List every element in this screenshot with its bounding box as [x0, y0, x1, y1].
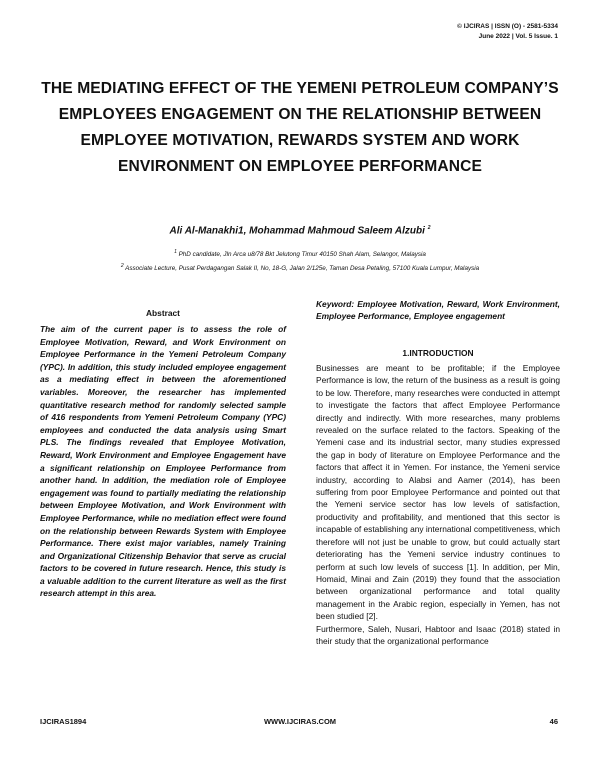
authors [40, 225, 560, 236]
affiliation-1-text: PhD candidate, Jln Arca u8/78 Bkt Jelutong Timur 40150 Shah Alam, Selangor, Malaysia [178, 251, 426, 259]
affiliation-1 [40, 249, 560, 258]
page-number: 46 [549, 717, 558, 726]
affiliation-2-mark: 2 [120, 263, 124, 269]
introduction-paragraph-2: Furthermore, Saleh, Nusari, Habtoor and Isaac (2018) stated in their study that the organizational performance [316, 623, 560, 646]
introduction-body [316, 362, 560, 647]
author-names: Ali Al-Manakhi1, Mohammad Mahmoud Saleem Alzubi [169, 225, 425, 237]
affiliation-2 [40, 263, 560, 272]
footer-paper-id: IJCIRAS1894 [40, 717, 87, 726]
introduction-paragraph-1: Businesses are meant to be profitable; if the Employee Performance is low, the return of the business as a result is going to be low. Therefore, many researches were conducted in attempt to investigate the factors that affect Employee Performance directly and indirectly. With more researches, many problems revealed on the surface related to the factors. Speaking of the Yemeni case and its industrial sector, many studies expressed the gap in body of literature on Employee Performance and the factors that affect it in Yemen. For instance, the Yemeni service industry, according to Alabsi and Aamer (2014), has been suffering from poor Employee Performance and pointed out that the Yemeni service sector has low levels of satisfaction, productivity and profitability, and mentioned that this sector is incapable of establishing any international competitiveness, which therefore will not just be unable to grow, but could actually start deteriorating has the Yemeni service industry continues to perform at such low levels of success [1]. In addition, per Min, Homaid, Minai and Zain (2019) they found that the association between organizational performance and total quality management in the Arabic region, especially in Yemen, has not been studied [2]. [316, 363, 560, 622]
paper-title: THE MEDIATING EFFECT OF THE YEMENI PETROLEUM COMPANY’S EMPLOYEES ENGAGEMENT ON THE RELATIONSHIP BETWEEN EMPLOYEE MOTIVATION, REWARDS SYSTEM AND WORK ENVIRONMENT ON EMPLOYEE PERFORMANCE [41, 80, 559, 175]
footer-website: WWW.IJCIRAS.COM [263, 717, 337, 726]
keywords: Keyword: Employee Motivation, Reward, Work Environment, Employee Performance, Employee engagement [316, 299, 560, 321]
abstract-text: The aim of the current paper is to assess the role of Employee Motivation, Reward, and Work Environment on Employee Performance in the Yemeni Petroleum Company (YPC). In addition, this study included employee engagement as a mediating effect in between the aforementioned variables. Moreover, the researcher has implemented quantitative research method for randomly selected sample of 416 respondents from Yemeni Petroleum Company (YPC) employees and conducted the data analysis using Smart PLS. The findings revealed that Employee Motivation, Reward, Work Environment and Employee Engagement have a significant relationship on Employee Performance from another hand. In addition, the mediation role of Employee engagement was found to partially mediating the relationship between Employee Motivation, and Work Environment with Employee Performance, while no mediation effect were found on the relationship between Rewards System with Employee Performance. There exist major variables, namely Training and Organizational Citizenship Behavior that serve as crucial factors to be covered in future research. Hence, this study is a valuable addition to the current literature as well as the first research attempt in this area. [40, 324, 286, 599]
author-mark: 2 [427, 225, 431, 231]
affiliation-2-text: Associate Lecture, Pusat Perdagangan Salak II, No, 18-G, Jalan 2/125e, Taman Desa Petaling, 57100 Kuala Lumpur, Malaysia [125, 265, 480, 273]
abstract-heading: Abstract [146, 308, 180, 318]
journal-header [457, 22, 558, 42]
affiliation-1-mark: 1 [174, 249, 177, 255]
journal-issn: © IJCIRAS | ISSN (O) - 2581-5334 [457, 23, 558, 30]
journal-issue: June 2022 | Vol. 5 Issue. 1 [478, 33, 558, 40]
introduction-heading: 1.INTRODUCTION [402, 348, 474, 358]
